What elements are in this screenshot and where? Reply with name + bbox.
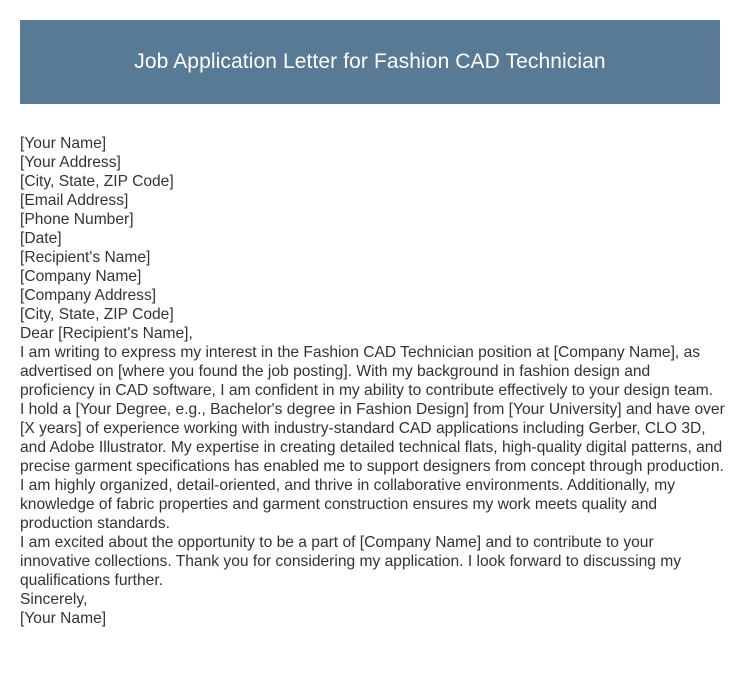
sender-phone: [Phone Number] bbox=[20, 211, 134, 228]
salutation: Dear [Recipient's Name], bbox=[20, 325, 193, 342]
recipient-company-address: [Company Address] bbox=[20, 287, 157, 304]
sender-city-state-zip: [City, State, ZIP Code] bbox=[20, 173, 174, 190]
letter-header-banner bbox=[20, 20, 720, 104]
page-title: Job Application Letter for Fashion CAD Technician bbox=[134, 50, 606, 73]
body-paragraph: I am writing to express my interest in the Fashion CAD Technician position at [Company Name], as advertised on [where you found the job posting]. With my background in fashion design and proficiency in CAD software, I am confident in my ability to contribute effectively to your design team. bbox=[20, 344, 714, 399]
letter-body bbox=[20, 134, 725, 628]
letter-date: [Date] bbox=[20, 230, 62, 247]
closing: Sincerely, bbox=[20, 591, 88, 608]
sender-email: [Email Address] bbox=[20, 192, 129, 209]
body-paragraph: I am excited about the opportunity to be a part of [Company Name] and to contribute to your innovative collections. Thank you for considering my application. I look forward to discussing my qualifications further. bbox=[20, 534, 682, 589]
body-paragraph: I am highly organized, detail-oriented, and thrive in collaborative environments. Additionally, my knowledge of fabric properties and garment construction ensures my work meets quality and production standards. bbox=[20, 477, 675, 532]
sender-address: [Your Address] bbox=[20, 154, 121, 171]
recipient-name: [Recipient's Name] bbox=[20, 249, 151, 266]
recipient-city-state-zip: [City, State, ZIP Code] bbox=[20, 306, 174, 323]
sender-name: [Your Name] bbox=[20, 135, 107, 152]
body-paragraph: I hold a [Your Degree, e.g., Bachelor's degree in Fashion Design] from [Your University] and have over [X years] of experience working with industry-standard CAD applications including Gerber, CLO 3D, and Adobe Illustrator. My expertise in creating detailed technical flats, high-quality digital patterns, and precise garment specifications has enabled me to support designers from concept through production. bbox=[20, 401, 725, 475]
signature: [Your Name] bbox=[20, 610, 107, 627]
recipient-company: [Company Name] bbox=[20, 268, 142, 285]
